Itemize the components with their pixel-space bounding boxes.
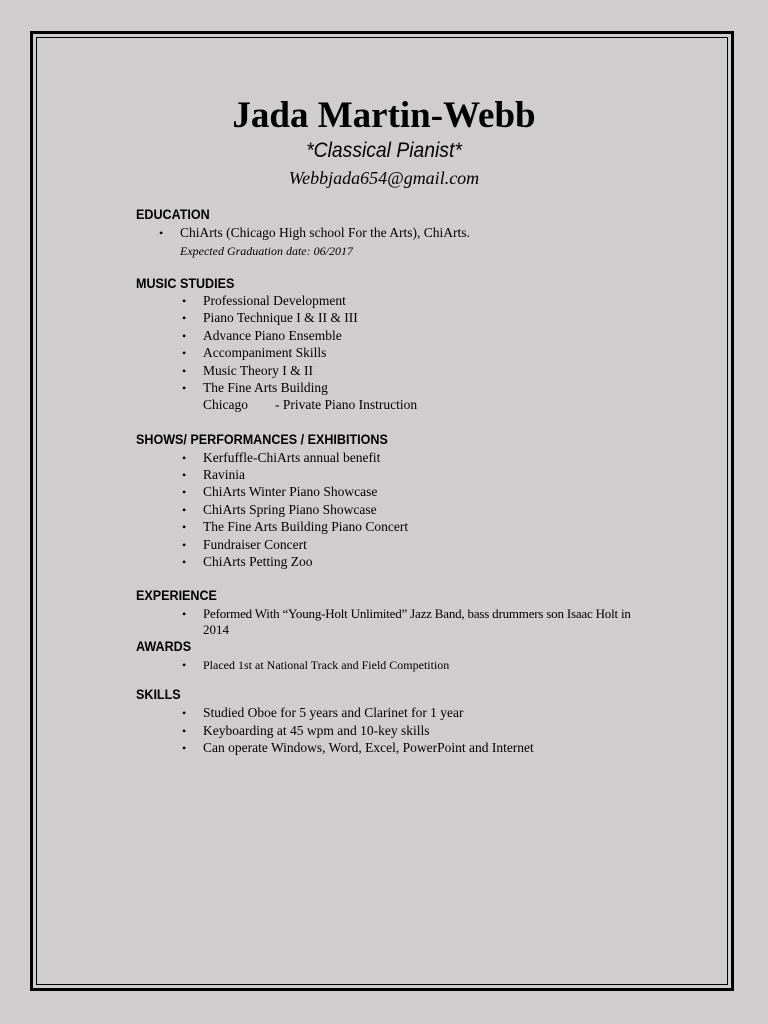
skills-heading: SKILLS [136, 687, 181, 702]
bullet-icon: • [182, 294, 187, 308]
music-studies-item: Professional Development [203, 293, 346, 308]
skills-item: Studied Oboe for 5 years and Clarinet for 1 year [203, 705, 464, 720]
music-studies-item: Advance Piano Ensemble [203, 328, 342, 343]
bullet-icon: • [182, 311, 187, 325]
bullet-icon: • [182, 503, 187, 517]
bullet-icon: • [182, 346, 187, 360]
music-studies-instruction: - Private Piano Instruction [275, 397, 418, 412]
shows-item: Kerfuffle-ChiArts annual benefit [203, 450, 381, 465]
shows-item: Fundraiser Concert [203, 537, 307, 552]
bullet-icon: • [182, 555, 187, 569]
bullet-icon: • [182, 741, 187, 755]
experience-item: Peformed With “Young-Holt Unlimited” Jazz Band, bass drummers son Isaac Holt in [203, 606, 631, 621]
education-note: Expected Graduation date: 06/2017 [180, 244, 353, 258]
bullet-icon: • [182, 381, 187, 395]
music-studies-item: Music Theory I & II [203, 363, 313, 378]
experience-item-cont: 2014 [203, 622, 229, 637]
resume-email: Webbjada654@gmail.com [288, 168, 480, 188]
experience-heading: EXPERIENCE [136, 588, 217, 603]
shows-heading: SHOWS/ PERFORMANCES / EXHIBITIONS [136, 432, 388, 447]
music-studies-location: Chicago [203, 397, 248, 412]
music-studies-item: Accompaniment Skills [203, 345, 327, 360]
awards-item: Placed 1st at National Track and Field Competition [203, 658, 450, 672]
bullet-icon: • [182, 485, 187, 499]
music-studies-heading: MUSIC STUDIES [136, 276, 235, 291]
resume-name: Jada Martin-Webb [232, 95, 536, 136]
shows-item: ChiArts Winter Piano Showcase [203, 484, 378, 499]
bullet-icon: • [182, 538, 187, 552]
music-studies-item: Piano Technique I & II & III [203, 310, 358, 325]
bullet-icon: • [182, 520, 187, 534]
bullet-icon: • [182, 451, 187, 465]
bullet-icon: • [182, 706, 187, 720]
bullet-icon: • [182, 607, 187, 621]
skills-item: Keyboarding at 45 wpm and 10-key skills [203, 723, 430, 738]
music-studies-item: The Fine Arts Building [203, 380, 328, 395]
shows-item: The Fine Arts Building Piano Concert [203, 519, 409, 534]
bullet-icon: • [182, 658, 187, 672]
shows-item: Ravinia [203, 467, 245, 482]
bullet-icon: • [159, 226, 164, 240]
shows-item: ChiArts Spring Piano Showcase [203, 502, 377, 517]
education-item: ChiArts (Chicago High school For the Arts), ChiArts. [180, 225, 470, 240]
bullet-icon: • [182, 724, 187, 738]
resume-title: *Classical Pianist* [306, 139, 462, 162]
shows-item: ChiArts Petting Zoo [203, 554, 313, 569]
bullet-icon: • [182, 329, 187, 343]
education-heading: EDUCATION [136, 207, 210, 222]
bullet-icon: • [182, 364, 187, 378]
bullet-icon: • [182, 468, 187, 482]
awards-heading: AWARDS [136, 639, 192, 654]
skills-item: Can operate Windows, Word, Excel, PowerPoint and Internet [203, 740, 534, 755]
